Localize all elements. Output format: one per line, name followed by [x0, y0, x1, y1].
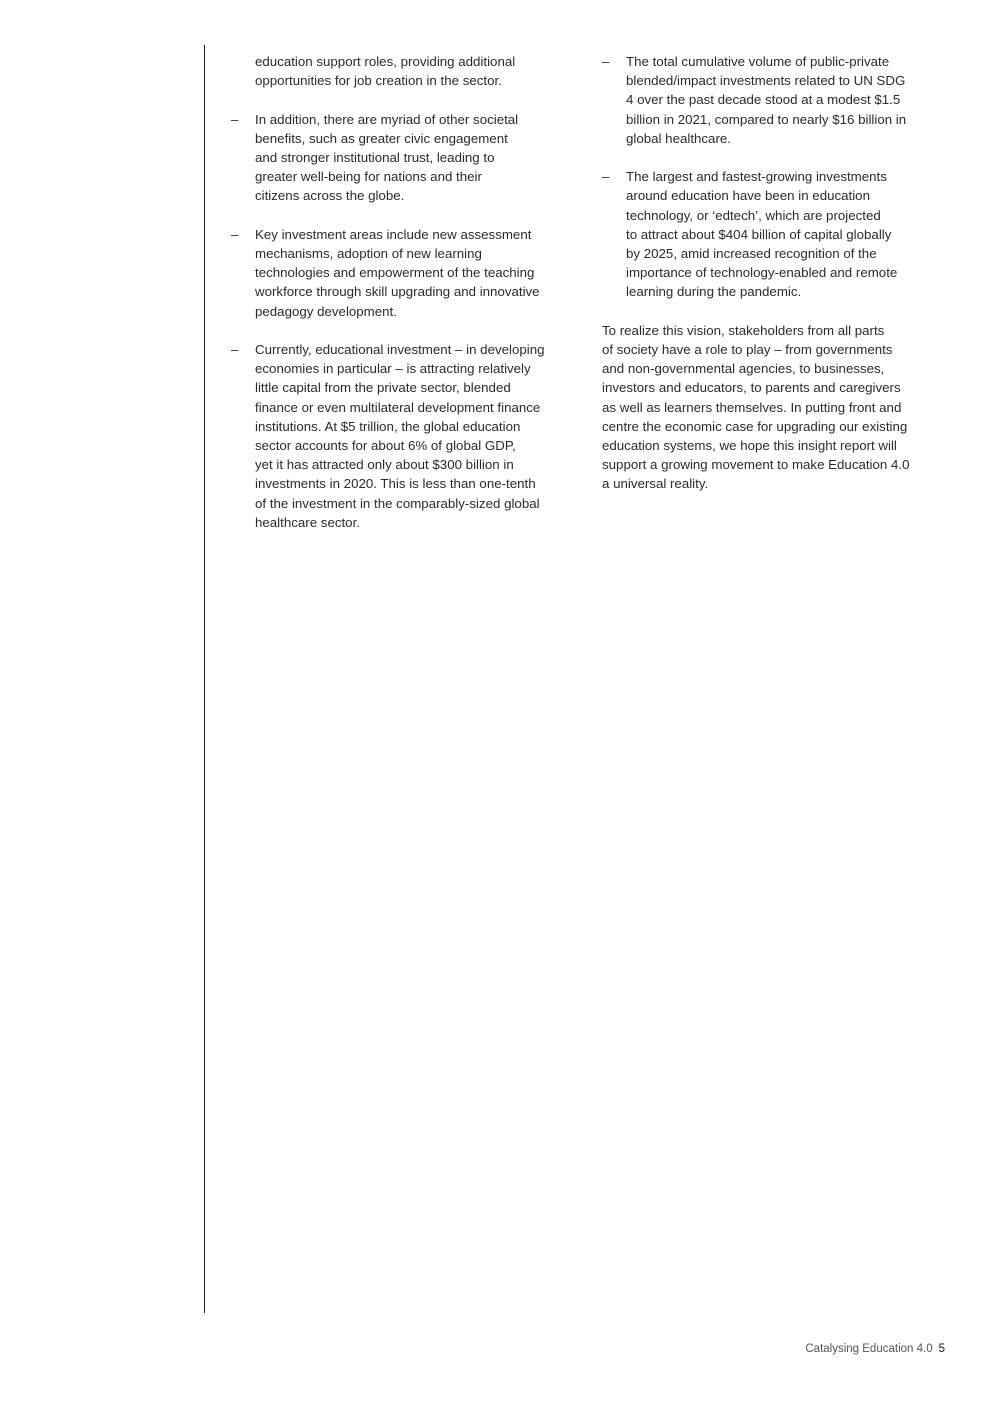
page-footer — [805, 1343, 945, 1355]
text-line: as well as learners themselves. In putting front and — [602, 399, 902, 415]
bullet-dash: – — [231, 342, 239, 357]
text-line: healthcare sector. — [255, 514, 360, 530]
closing-paragraph — [602, 321, 947, 494]
right-column — [602, 52, 947, 494]
text-line: a universal reality. — [602, 476, 709, 492]
text-line: little capital from the private sector, blended — [255, 380, 511, 396]
text-line: finance or even multilateral development finance — [255, 399, 541, 415]
bullet-item — [231, 225, 576, 321]
text-line: importance of technology-enabled and remote — [626, 265, 898, 281]
text-line: citizens across the globe. — [255, 188, 405, 204]
text-line: education support roles, providing additional — [255, 54, 516, 69]
text-line: opportunities for job creation in the sector. — [255, 73, 502, 89]
text-line: by 2025, amid increased recognition of the — [626, 246, 877, 262]
text-line: economies in particular – is attracting relatively — [255, 361, 531, 377]
text-line: Key investment areas include new assessment — [255, 226, 532, 242]
text-line: Currently, educational investment – in developing — [255, 342, 545, 357]
text-line: billion in 2021, compared to nearly $16 billion in — [626, 111, 907, 127]
text-line: learning during the pandemic. — [626, 284, 802, 300]
text-line: The largest and fastest-growing investments — [626, 169, 887, 185]
text-line: investments in 2020. This is less than one-tenth — [255, 476, 536, 492]
text-line: greater well-being for nations and their — [255, 169, 482, 185]
bullet-dash: – — [602, 54, 610, 69]
text-line: In addition, there are myriad of other societal — [255, 111, 519, 127]
left-column — [231, 52, 576, 551]
text-line: technologies and empowerment of the teaching — [255, 265, 535, 281]
text-line: of society have a role to play – from governments — [602, 342, 893, 358]
text-line: 4 over the past decade stood at a modest $1.5 — [626, 92, 901, 108]
bullet-dash: – — [602, 169, 610, 185]
text-line: of the investment in the comparably-sized global — [255, 495, 540, 511]
text-line: and stronger institutional trust, leading to — [255, 150, 495, 165]
text-line: global healthcare. — [626, 130, 731, 146]
page-number: 5 — [938, 1343, 945, 1355]
text-line: sector accounts for about 6% of global GDP, — [255, 438, 516, 454]
text-line: education systems, we hope this insight report will — [602, 438, 897, 454]
text-line: technology, or ‘edtech’, which are projected — [626, 207, 881, 223]
text-line: pedagogy development. — [255, 303, 397, 319]
text-line: The total cumulative volume of public-private — [626, 54, 890, 69]
text-line: workforce through skill upgrading and innovative — [255, 284, 540, 300]
bullet-dash: – — [231, 111, 239, 127]
bullet-item — [231, 110, 576, 206]
text-line: centre the economic case for upgrading our existing — [602, 418, 908, 434]
text-line: benefits, such as greater civic engagement — [255, 130, 508, 146]
bullet-item — [602, 52, 947, 148]
margin-rule — [204, 45, 205, 1313]
text-line: institutions. At $5 trillion, the global education — [255, 418, 521, 434]
continued-bullet-text — [231, 52, 576, 90]
text-line: support a growing movement to make Education 4.0 — [602, 457, 910, 473]
bullet-item — [602, 167, 947, 301]
text-line: around education have been in education — [626, 188, 870, 204]
text-line: and non-governmental agencies, to businesses, — [602, 361, 885, 377]
text-line: to attract about $404 billion of capital globally — [626, 226, 892, 242]
text-line: investors and educators, to parents and caregivers — [602, 380, 901, 396]
bullet-item — [231, 340, 576, 532]
text-line: To realize this vision, stakeholders from all parts — [602, 322, 885, 338]
text-line: blended/impact investments related to UN SDG — [626, 73, 906, 89]
text-line: yet it has attracted only about $300 billion in — [255, 457, 514, 473]
bullet-dash: – — [231, 226, 239, 242]
footer-title: Catalysing Education 4.0 — [805, 1343, 933, 1355]
text-line: mechanisms, adoption of new learning — [255, 246, 482, 261]
